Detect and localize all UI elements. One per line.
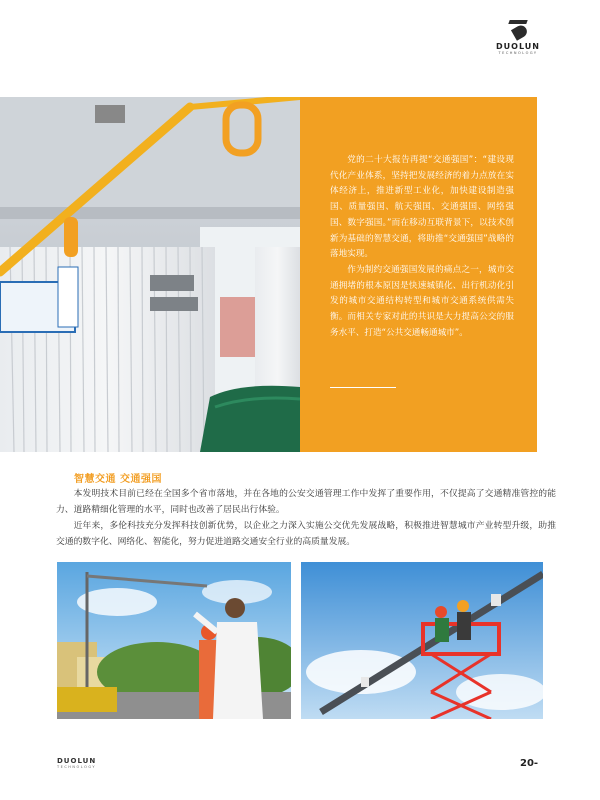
- logo-text: DUOLUN: [496, 42, 540, 51]
- footer-logo-text: DUOLUN: [57, 757, 97, 765]
- page-number: 20-: [520, 758, 539, 769]
- section-paragraph-2: 近年来，多伦科技充分发挥科技创新优势，以企业之力深入实施公交优先发展战略，积极推进智慧城市产业转型升级，助推交通的数字化、网络化、智能化，努力促进道路交通安全行业的高质量发展。: [56, 521, 556, 547]
- installation-photo: [301, 562, 543, 719]
- logo-mark-icon: [507, 18, 529, 40]
- section-paragraph-1: 本发明技术目前已经在全国多个省市落地，并在各地的公安交通管理工作中发挥了重要作用，不仅提高了交通精准管控的能力、道路精细化管理的水平，同时也改善了居民出行体验。: [56, 489, 556, 515]
- callout-paragraph-1: 党的二十大报告再提“交通强国”：“建设现代化产业体系，坚持把发展经济的着力点放在实体经济上，推进新型工业化，加快建设制造强国、质量强国、航天强国、交通强国、网络强国、数字强国。”而在移动互联背景下，以技术创新为基础的智慧交通，将助推“交通强国”战略的落地实现。: [330, 155, 514, 260]
- footer-logo-subtext: TECHNOLOGY: [57, 765, 97, 769]
- bus-interior-photo: [0, 97, 300, 452]
- callout-text: [330, 153, 514, 341]
- brand-logo: [488, 18, 548, 58]
- section-title: 智慧交通 交通强国: [74, 474, 162, 485]
- section-body: [56, 486, 556, 550]
- callout-paragraph-2: 作为制约交通强国发展的痛点之一，城市交通拥堵的根本原因是快速城镇化、出行机动化引发的城市交通结构转型和城市交通系统供需失衡。而相关专家对此的共识是大力提高公交的服务水平、打造“公共交通畅通城市”。: [330, 264, 514, 338]
- callout-divider: [330, 387, 396, 388]
- footer-logo: [57, 757, 107, 769]
- callout-box: [300, 97, 537, 452]
- engineers-photo: [57, 562, 291, 719]
- logo-subtext: TECHNOLOGY: [498, 51, 538, 55]
